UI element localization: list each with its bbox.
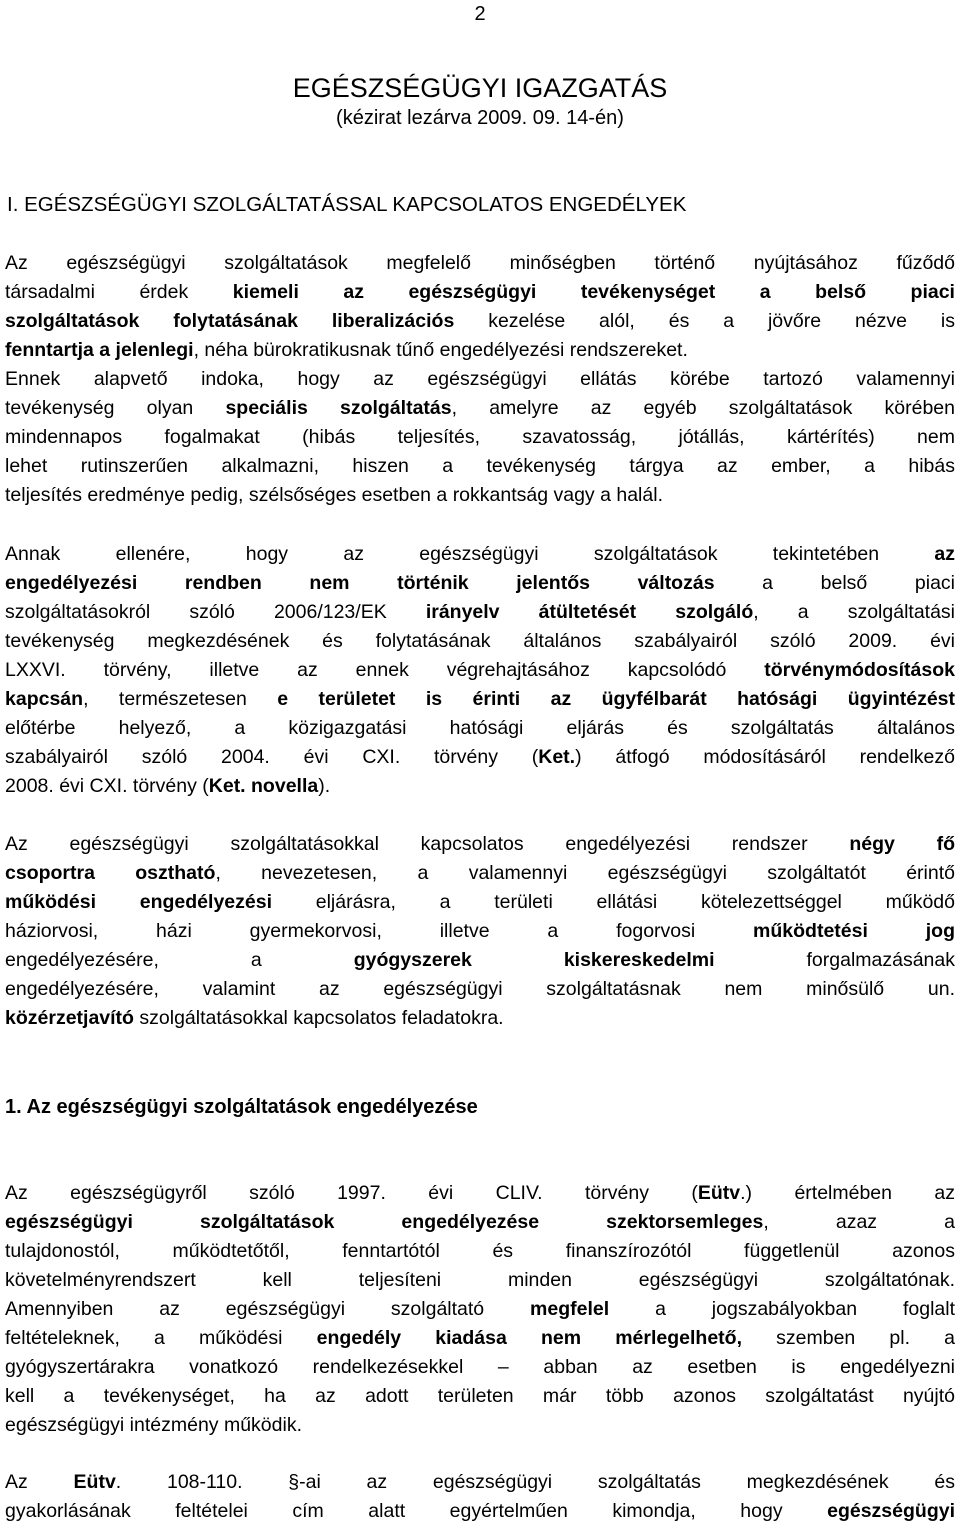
text-line: csoportra osztható, nevezetesen, a valamennyi egészségügyi szolgáltatót érintő xyxy=(5,862,955,884)
text-line: fenntartja a jelenlegi, néha bürokratikusnak tűnő engedélyezési rendszereket. xyxy=(5,339,688,361)
subsection-heading: 1. Az egészségügyi szolgáltatások engedélyezése xyxy=(5,1096,478,1118)
paragraph-4 xyxy=(5,1179,955,1440)
text-line: Annak ellenére, hogy az egészségügyi szolgáltatások tekintetében az xyxy=(5,543,955,565)
text-line: Amennyiben az egészségügyi szolgáltató megfelel a jogszabályokban foglalt xyxy=(5,1298,955,1320)
text-line: lehet rutinszerűen alkalmazni, hiszen a tevékenység tárgya az ember, a hibás xyxy=(5,455,955,477)
paragraph-3 xyxy=(5,830,955,1033)
text-line: háziorvosi, házi gyermekorvosi, illetve a fogorvosi működtetési jog xyxy=(5,920,955,942)
text-line: szolgáltatások folytatásának liberalizációs kezelése alól, és a jövőre nézve is xyxy=(5,310,955,332)
text-line: kapcsán, természetesen e területet is érinti az ügyfélbarát hatósági ügyintézést xyxy=(5,688,955,710)
text-line: kell a tevékenységet, ha az adott területen már több azonos szolgáltatást nyújtó xyxy=(5,1385,955,1407)
text-line: Az Eütv. 108-110. §-ai az egészségügyi szolgáltatás megkezdésének és xyxy=(5,1471,955,1493)
text-line: tevékenység megkezdésének és folytatásának általános szabályairól szóló 2009. évi xyxy=(5,630,955,652)
text-line: engedélyezési rendben nem történik jelentős változás a belső piaci xyxy=(5,572,955,594)
text-line: mindennapos fogalmakat (hibás teljesítés, szavatosság, jótállás, kártérítés) nem xyxy=(5,426,955,448)
text-line: működési engedélyezési eljárásra, a területi ellátási kötelezettséggel működő xyxy=(5,891,955,913)
text-line: Az egészségügyi szolgáltatásokkal kapcsolatos engedélyezési rendszer négy fő xyxy=(5,833,955,855)
text-line: engedélyezésére, a gyógyszerek kiskereskedelmi forgalmazásának xyxy=(5,949,955,971)
text-line: engedélyezésére, valamint az egészségügyi szolgáltatásnak nem minősülő un. xyxy=(5,978,955,1000)
page-number: 2 xyxy=(474,3,486,25)
text-line: szolgáltatásokról szóló 2006/123/EK irányelv átültetését szolgáló, a szolgáltatási xyxy=(5,601,955,623)
text-line: gyógyszertárakra vonatkozó rendelkezésekkel – abban az esetben is engedélyezni xyxy=(5,1356,955,1378)
text-line: egészségügyi szolgáltatások engedélyezése szektorsemleges, azaz a xyxy=(5,1211,955,1233)
text-line: LXXVI. törvény, illetve az ennek végrehajtásához kapcsolódó törvénymódosítások xyxy=(5,659,955,681)
paragraph-2 xyxy=(5,540,955,801)
text-line: 2008. évi CXI. törvény (Ket. novella). xyxy=(5,775,331,797)
text-line: teljesítés eredménye pedig, szélsőséges esetben a rokkantság vagy a halál. xyxy=(5,484,663,506)
paragraph-1 xyxy=(5,249,955,510)
text-line: tevékenység olyan speciális szolgáltatás, amelyre az egyéb szolgáltatások körében xyxy=(5,397,955,419)
text-line: társadalmi érdek kiemeli az egészségügyi tevékenységet a belső piaci xyxy=(5,281,955,303)
text-line: előtérbe helyező, a közigazgatási hatósági eljárás és szolgáltatás általános xyxy=(5,717,955,739)
text-line: feltételeknek, a működési engedély kiadása nem mérlegelhető, szemben pl. a xyxy=(5,1327,955,1349)
text-line: követelményrendszert kell teljesíteni minden egészségügyi szolgáltatónak. xyxy=(5,1269,955,1291)
text-line: Ennek alapvető indoka, hogy az egészségügyi ellátás körébe tartozó valamennyi xyxy=(5,368,955,390)
text-line: tulajdonostól, működtetőtől, fenntartótól és finanszírozótól függetlenül azonos xyxy=(5,1240,955,1262)
text-line: Az egészségügyről szóló 1997. évi CLIV. törvény (Eütv.) értelmében az xyxy=(5,1182,955,1204)
text-line: egészségügyi intézmény működik. xyxy=(5,1414,302,1436)
text-line: szabályairól szóló 2004. évi CXI. törvény (Ket.) átfogó módosításáról rendelkező xyxy=(5,746,955,768)
section-heading: I. EGÉSZSÉGÜGYI SZOLGÁLTATÁSSAL KAPCSOLATOS ENGEDÉLYEK xyxy=(7,193,687,216)
document-subtitle: (kézirat lezárva 2009. 09. 14-én) xyxy=(336,107,624,129)
paragraph-5 xyxy=(5,1468,955,1526)
text-line: Az egészségügyi szolgáltatások megfelelő minőségben történő nyújtásához fűződő xyxy=(5,252,955,274)
text-line: gyakorlásának feltételei cím alatt egyértelműen kimondja, hogy egészségügyi xyxy=(5,1500,955,1522)
text-line: közérzetjavító szolgáltatásokkal kapcsolatos feladatokra. xyxy=(5,1007,504,1029)
document-title: EGÉSZSÉGÜGYI IGAZGATÁS xyxy=(292,73,668,103)
